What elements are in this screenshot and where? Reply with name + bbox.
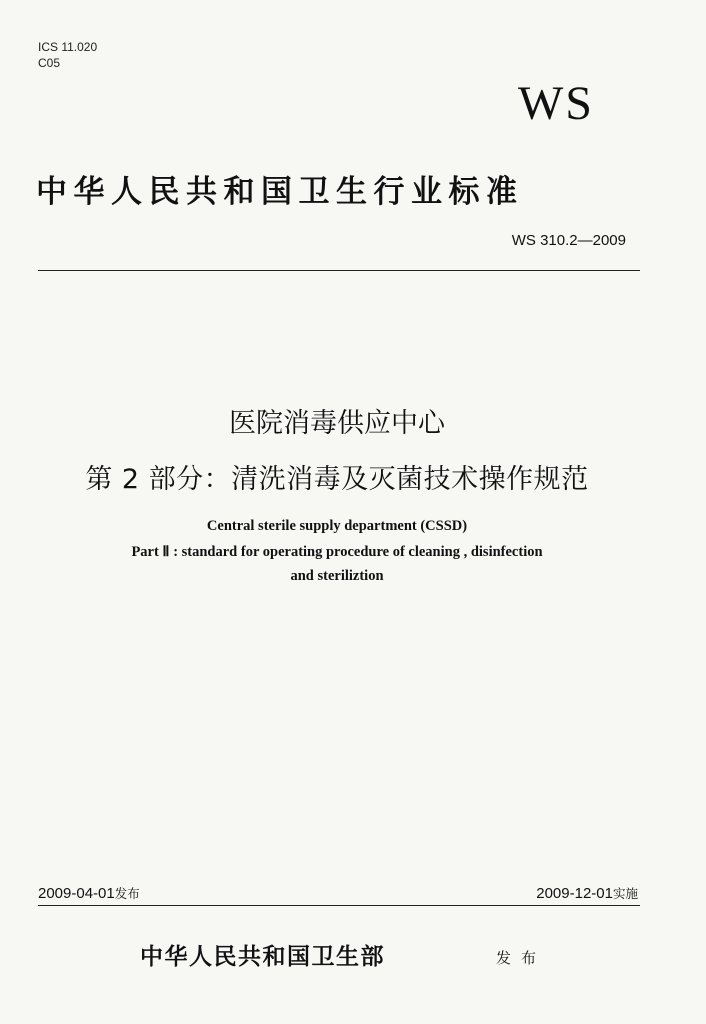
industry-standard-title: 中华人民共和国卫生行业标准 <box>36 174 524 210</box>
bottom-divider <box>38 905 640 906</box>
issue-date <box>38 884 140 904</box>
document-title-en-line1: Central sterile supply department (CSSD) <box>206 518 468 534</box>
document-title-en-line3: and steriliztion <box>290 568 384 584</box>
implementation-date-label: 实施 <box>612 886 638 901</box>
issue-date-value: 2009-04-01 <box>38 885 115 902</box>
publish-verb: 发布 <box>496 949 547 967</box>
implementation-date <box>536 884 638 904</box>
issue-date-label: 发布 <box>114 886 140 901</box>
ics-code: ICS 11.020 <box>38 40 98 54</box>
top-divider <box>38 270 640 271</box>
standard-category-logo: WS <box>518 77 594 130</box>
document-title-cn-line1: 医院消毒供应中心 <box>229 408 445 439</box>
document-title-cn-line2: 第 2 部分：清洗消毒及灭菌技术操作规范 <box>85 464 589 495</box>
ccs-code: C05 <box>38 56 61 70</box>
publisher-name: 中华人民共和国卫生部 <box>140 943 385 970</box>
implementation-date-value: 2009-12-01 <box>536 885 613 902</box>
document-title-en-line2: Part Ⅱ : standard for operating procedure of cleaning , disinfection <box>131 544 543 560</box>
standard-number: WS 310.2—2009 <box>511 232 626 249</box>
